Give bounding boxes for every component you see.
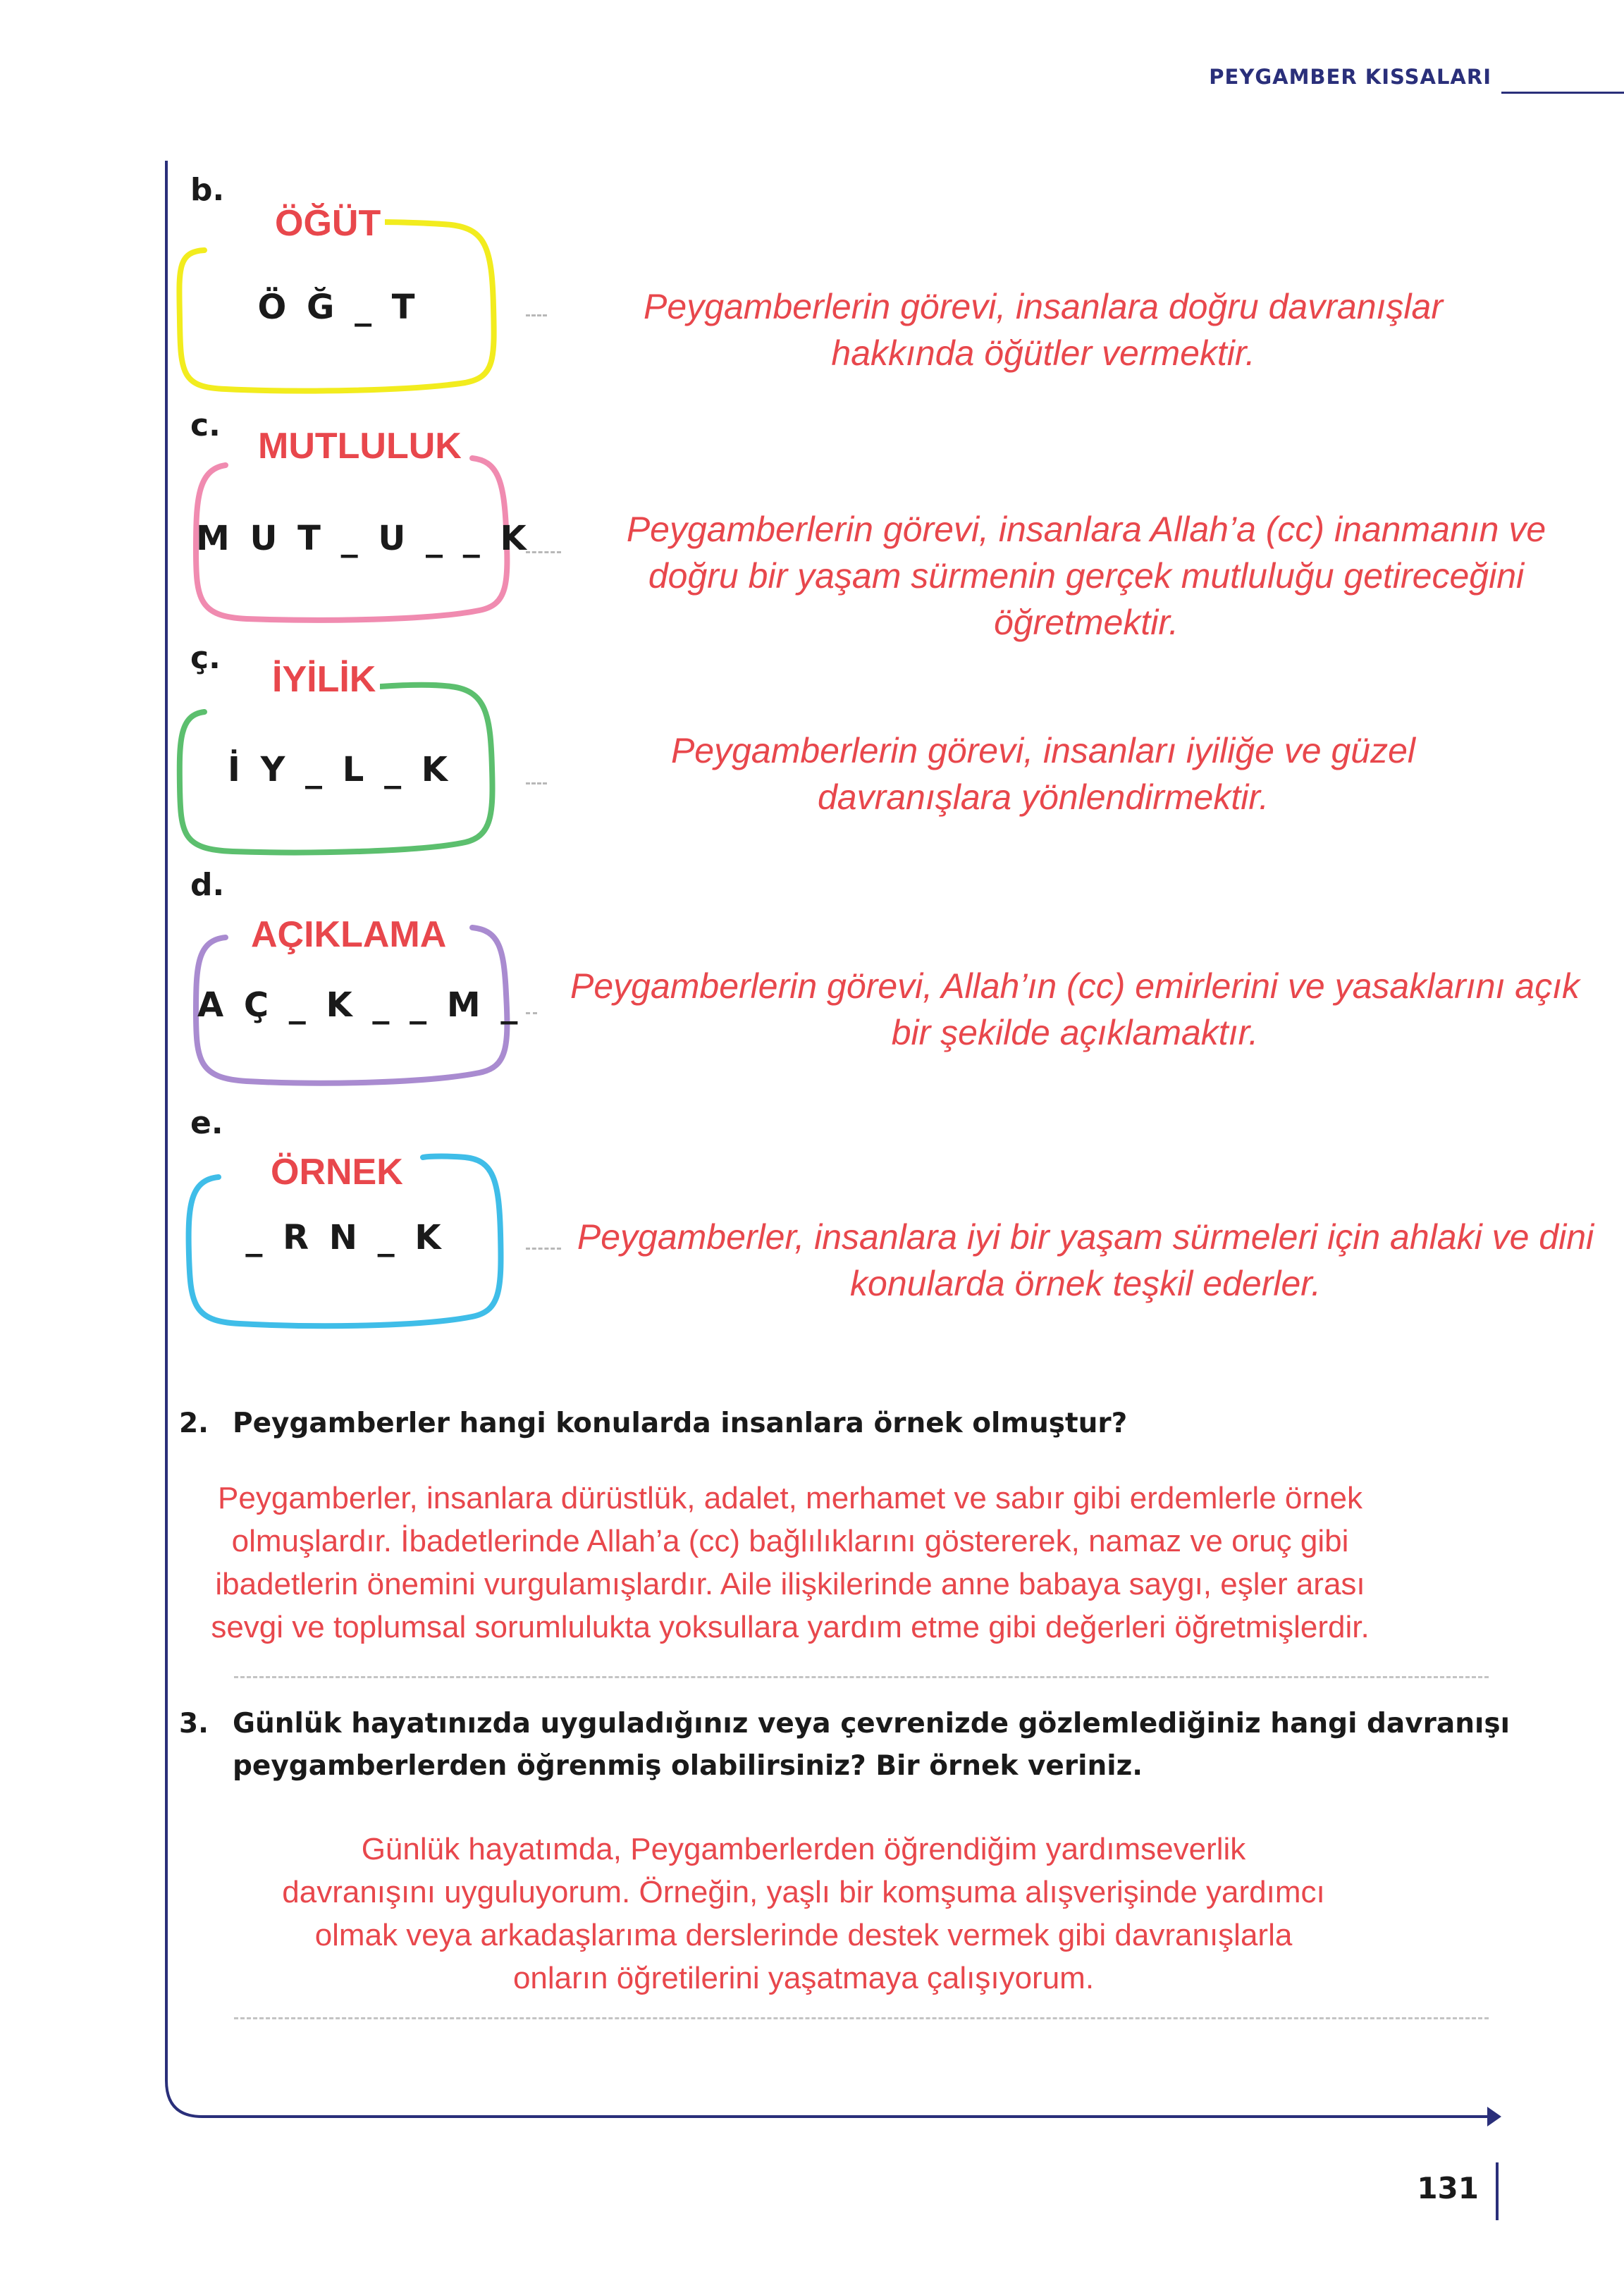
word-label: MUTLULUK bbox=[254, 425, 466, 467]
word-puzzle: _ R N _ K bbox=[245, 1218, 445, 1257]
question-text: Günlük hayatınızda uyguladığınız veya çevrenizde gözlemlediğiniz hangi davranışı peygamberlerden öğrenmiş olabilirsiniz? Bir örnek veriniz. bbox=[233, 1708, 1510, 1782]
item-letter: ç. bbox=[190, 640, 221, 676]
answer-text: Peygamberlerin görevi, Allah’ın (cc) emirlerini ve yasaklarını açık bir şekilde açıklamaktır. bbox=[570, 966, 1580, 1052]
word-puzzle: İ Y _ L _ K bbox=[228, 750, 452, 789]
item-letter: d. bbox=[190, 867, 225, 903]
header-title: PEYGAMBER KISSALARI bbox=[1209, 65, 1491, 89]
word-puzzle: M U T _ U _ _ K bbox=[196, 519, 531, 558]
answer-text: Peygamberlerin görevi, insanlara doğru davranışlar hakkında öğütler vermektir. bbox=[644, 287, 1443, 373]
question-3 bbox=[179, 1703, 1518, 1787]
page-number-bar bbox=[1496, 2162, 1499, 2220]
question-number: 3. bbox=[179, 1708, 209, 1740]
item-letter: b. bbox=[190, 172, 225, 208]
connector-dash bbox=[526, 314, 547, 316]
item-letter: e. bbox=[190, 1105, 223, 1141]
question-text: Peygamberler hangi konularda insanlara örnek olmuştur? bbox=[233, 1408, 1128, 1439]
word-puzzle: A Ç _ K _ _ M _ bbox=[197, 985, 522, 1025]
question-2-answer: Peygamberler, insanlara dürüstlük, adalet, merhamet ve sabır gibi erdemlerle örnek olmuşlardır. İbadetlerinde Allah’a (cc) bağlılıklarını göstererek, namaz ve oruç gibi ibadetlerin önemini vurgulamışlardır. Aile ilişkilerinde anne babaya saygı, eşler arası sevgi ve toplumsal sorumlulukta yoksullara yardım etme gibi değerleri öğretmişlerdir. bbox=[211, 1481, 1370, 1644]
item-letter: c. bbox=[190, 407, 221, 443]
word-label: ÖRNEK bbox=[266, 1151, 407, 1193]
answer-line bbox=[234, 1676, 1489, 1678]
word-label: ÖĞÜT bbox=[271, 202, 385, 245]
frame-arrow-icon bbox=[1487, 2107, 1501, 2126]
connector-dash bbox=[526, 782, 547, 784]
answer-text: Peygamberler, insanlara iyi bir yaşam sürmeleri için ahlaki ve dini konularda örnek teşkil ederler. bbox=[577, 1217, 1594, 1303]
answer-text: Peygamberlerin görevi, insanları iyiliğe ve güzel davranışlara yönlendirmektir. bbox=[670, 731, 1416, 817]
word-label: İYİLİK bbox=[268, 658, 380, 701]
connector-dash bbox=[526, 551, 561, 553]
question-2 bbox=[179, 1403, 1518, 1445]
word-puzzle: Ö Ğ _ T bbox=[257, 288, 419, 327]
answer-text: Peygamberlerin görevi, insanlara Allah’a (cc) inanmanın ve doğru bir yaşam sürmenin gerçek mutluluğu getireceğini öğretmektir. bbox=[626, 510, 1546, 642]
word-label: AÇIKLAMA bbox=[247, 913, 450, 956]
page-number: 131 bbox=[1417, 2171, 1479, 2205]
answer-line bbox=[234, 2017, 1489, 2019]
connector-dash bbox=[526, 1248, 561, 1250]
question-number: 2. bbox=[179, 1408, 209, 1439]
connector-dash bbox=[526, 1012, 537, 1014]
question-3-answer: Günlük hayatımda, Peygamberlerden öğrendiğim yardımseverlik davranışını uyguluyorum. Örneğin, yaşlı bir komşuma alışverişinde yardımcı olmak veya arkadaşlarıma derslerinde destek vermek gibi davranışlarla onların öğretilerini yaşatmaya çalışıyorum. bbox=[282, 1832, 1325, 1995]
